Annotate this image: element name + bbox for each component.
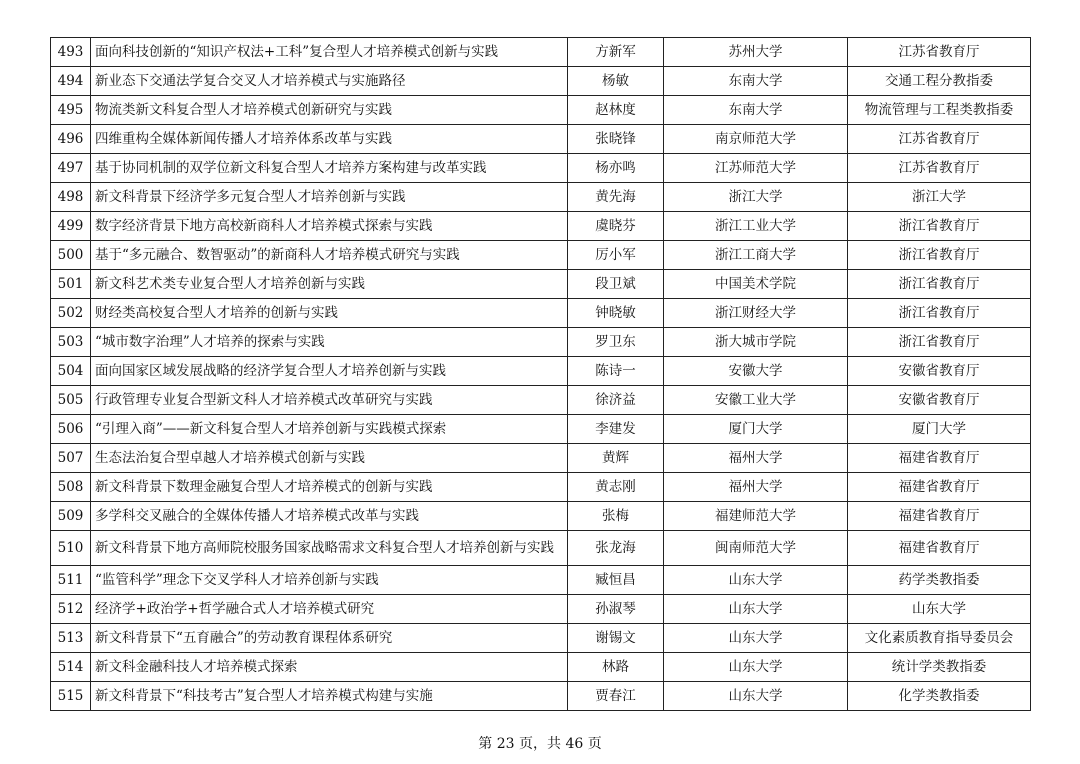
recommending-unit: 福建省教育厅 — [848, 473, 1031, 502]
school-name: 安徽大学 — [664, 357, 848, 386]
row-number: 515 — [51, 682, 91, 711]
recommending-unit: 浙江大学 — [848, 183, 1031, 212]
recommending-unit: 化学类教指委 — [848, 682, 1031, 711]
project-title: 数字经济背景下地方高校新商科人才培养模式探索与实践 — [91, 212, 568, 241]
row-number: 507 — [51, 444, 91, 473]
row-number: 513 — [51, 624, 91, 653]
project-leader: 钟晓敏 — [568, 299, 664, 328]
project-leader: 罗卫东 — [568, 328, 664, 357]
row-number: 512 — [51, 595, 91, 624]
project-leader: 李建发 — [568, 415, 664, 444]
project-title: 新文科背景下“科技考古”复合型人才培养模式构建与实施 — [91, 682, 568, 711]
row-number: 500 — [51, 241, 91, 270]
recommending-unit: 药学类教指委 — [848, 566, 1031, 595]
table-row — [51, 154, 1031, 183]
school-name: 山东大学 — [664, 682, 848, 711]
project-title: 新业态下交通法学复合交叉人才培养模式与实施路径 — [91, 67, 568, 96]
row-number: 503 — [51, 328, 91, 357]
row-number: 498 — [51, 183, 91, 212]
row-number: 504 — [51, 357, 91, 386]
project-leader: 黄辉 — [568, 444, 664, 473]
table-row — [51, 531, 1031, 566]
school-name: 浙江大学 — [664, 183, 848, 212]
table-row — [51, 415, 1031, 444]
table-row — [51, 682, 1031, 711]
project-title: 面向国家区域发展战略的经济学复合型人才培养创新与实践 — [91, 357, 568, 386]
project-title: 多学科交叉融合的全媒体传播人才培养模式改革与实践 — [91, 502, 568, 531]
recommending-unit: 安徽省教育厅 — [848, 386, 1031, 415]
project-leader: 段卫斌 — [568, 270, 664, 299]
project-leader: 张晓锋 — [568, 125, 664, 154]
recommending-unit: 厦门大学 — [848, 415, 1031, 444]
project-title: 基于“多元融合、数智驱动”的新商科人才培养模式研究与实践 — [91, 241, 568, 270]
project-leader: 厉小军 — [568, 241, 664, 270]
row-number: 511 — [51, 566, 91, 595]
recommending-unit: 安徽省教育厅 — [848, 357, 1031, 386]
recommending-unit: 浙江省教育厅 — [848, 299, 1031, 328]
row-number: 494 — [51, 67, 91, 96]
project-title: 生态法治复合型卓越人才培养模式创新与实践 — [91, 444, 568, 473]
row-number: 497 — [51, 154, 91, 183]
school-name: 东南大学 — [664, 67, 848, 96]
school-name: 苏州大学 — [664, 38, 848, 67]
school-name: 山东大学 — [664, 595, 848, 624]
project-title: 财经类高校复合型人才培养的创新与实践 — [91, 299, 568, 328]
project-leader: 孙淑琴 — [568, 595, 664, 624]
table-row — [51, 653, 1031, 682]
recommending-unit: 山东大学 — [848, 595, 1031, 624]
project-title: 新文科背景下数理金融复合型人才培养模式的创新与实践 — [91, 473, 568, 502]
project-leader: 徐济益 — [568, 386, 664, 415]
school-name: 浙江财经大学 — [664, 299, 848, 328]
page-footer: 第 23 页，共 46 页 — [478, 736, 602, 752]
school-name: 山东大学 — [664, 624, 848, 653]
row-number: 499 — [51, 212, 91, 241]
table-row — [51, 566, 1031, 595]
table-row — [51, 241, 1031, 270]
table-row — [51, 624, 1031, 653]
project-title: 面向科技创新的“知识产权法+工科”复合型人才培养模式创新与实践 — [91, 38, 568, 67]
school-name: 山东大学 — [664, 653, 848, 682]
project-title: 基于协同机制的双学位新文科复合型人才培养方案构建与改革实践 — [91, 154, 568, 183]
school-name: 厦门大学 — [664, 415, 848, 444]
project-title: 物流类新文科复合型人才培养模式创新研究与实践 — [91, 96, 568, 125]
row-number: 510 — [51, 531, 91, 566]
project-leader: 黄志刚 — [568, 473, 664, 502]
recommending-unit: 文化素质教育指导委员会 — [848, 624, 1031, 653]
project-title: “引理入商”——新文科复合型人才培养创新与实践模式探索 — [91, 415, 568, 444]
recommending-unit: 统计学类教指委 — [848, 653, 1031, 682]
row-number: 493 — [51, 38, 91, 67]
table-row — [51, 270, 1031, 299]
table-row — [51, 444, 1031, 473]
row-number: 495 — [51, 96, 91, 125]
recommending-unit: 交通工程分教指委 — [848, 67, 1031, 96]
school-name: 江苏师范大学 — [664, 154, 848, 183]
row-number: 502 — [51, 299, 91, 328]
recommending-unit: 浙江省教育厅 — [848, 212, 1031, 241]
project-leader: 赵林度 — [568, 96, 664, 125]
project-leader: 臧恒昌 — [568, 566, 664, 595]
school-name: 福建师范大学 — [664, 502, 848, 531]
table-row — [51, 502, 1031, 531]
recommending-unit: 浙江省教育厅 — [848, 241, 1031, 270]
recommending-unit: 物流管理与工程类教指委 — [848, 96, 1031, 125]
recommending-unit: 福建省教育厅 — [848, 531, 1031, 566]
row-number: 501 — [51, 270, 91, 299]
row-number: 514 — [51, 653, 91, 682]
table-row — [51, 38, 1031, 67]
recommending-unit: 福建省教育厅 — [848, 502, 1031, 531]
project-title: 新文科艺术类专业复合型人才培养创新与实践 — [91, 270, 568, 299]
project-leader: 杨敏 — [568, 67, 664, 96]
project-title: 新文科背景下地方高师院校服务国家战略需求文科复合型人才培养创新与实践 — [91, 531, 568, 566]
row-number: 508 — [51, 473, 91, 502]
project-title: “监管科学”理念下交叉学科人才培养创新与实践 — [91, 566, 568, 595]
project-leader: 林路 — [568, 653, 664, 682]
school-name: 山东大学 — [664, 566, 848, 595]
recommending-unit: 江苏省教育厅 — [848, 154, 1031, 183]
school-name: 中国美术学院 — [664, 270, 848, 299]
project-title: 新文科背景下经济学多元复合型人才培养创新与实践 — [91, 183, 568, 212]
table-row — [51, 595, 1031, 624]
project-leader: 张梅 — [568, 502, 664, 531]
table-row — [51, 299, 1031, 328]
school-name: 福州大学 — [664, 473, 848, 502]
project-leader: 方新军 — [568, 38, 664, 67]
project-title: 行政管理专业复合型新文科人才培养模式改革研究与实践 — [91, 386, 568, 415]
row-number: 505 — [51, 386, 91, 415]
recommending-unit: 福建省教育厅 — [848, 444, 1031, 473]
table-row — [51, 357, 1031, 386]
recommending-unit: 浙江省教育厅 — [848, 270, 1031, 299]
school-name: 福州大学 — [664, 444, 848, 473]
row-number: 506 — [51, 415, 91, 444]
project-leader: 谢锡文 — [568, 624, 664, 653]
project-title: “城市数字治理”人才培养的探索与实践 — [91, 328, 568, 357]
school-name: 浙江工业大学 — [664, 212, 848, 241]
table-row — [51, 125, 1031, 154]
table-row — [51, 386, 1031, 415]
table-row — [51, 473, 1031, 502]
recommending-unit: 江苏省教育厅 — [848, 125, 1031, 154]
school-name: 闽南师范大学 — [664, 531, 848, 566]
school-name: 东南大学 — [664, 96, 848, 125]
project-leader: 虞晓芬 — [568, 212, 664, 241]
table-row — [51, 96, 1031, 125]
project-table-body — [51, 38, 1031, 711]
project-title: 经济学+政治学+哲学融合式人才培养模式研究 — [91, 595, 568, 624]
school-name: 浙江工商大学 — [664, 241, 848, 270]
project-table — [50, 37, 1031, 711]
school-name: 浙大城市学院 — [664, 328, 848, 357]
project-leader: 杨亦鸣 — [568, 154, 664, 183]
recommending-unit: 江苏省教育厅 — [848, 38, 1031, 67]
project-leader: 张龙海 — [568, 531, 664, 566]
school-name: 南京师范大学 — [664, 125, 848, 154]
project-leader: 陈诗一 — [568, 357, 664, 386]
table-row — [51, 328, 1031, 357]
project-title: 四维重构全媒体新闻传播人才培养体系改革与实践 — [91, 125, 568, 154]
recommending-unit: 浙江省教育厅 — [848, 328, 1031, 357]
table-row — [51, 67, 1031, 96]
project-title: 新文科金融科技人才培养模式探索 — [91, 653, 568, 682]
school-name: 安徽工业大学 — [664, 386, 848, 415]
project-leader: 贾春江 — [568, 682, 664, 711]
table-row — [51, 212, 1031, 241]
project-title: 新文科背景下“五育融合”的劳动教育课程体系研究 — [91, 624, 568, 653]
project-leader: 黄先海 — [568, 183, 664, 212]
row-number: 496 — [51, 125, 91, 154]
table-row — [51, 183, 1031, 212]
row-number: 509 — [51, 502, 91, 531]
